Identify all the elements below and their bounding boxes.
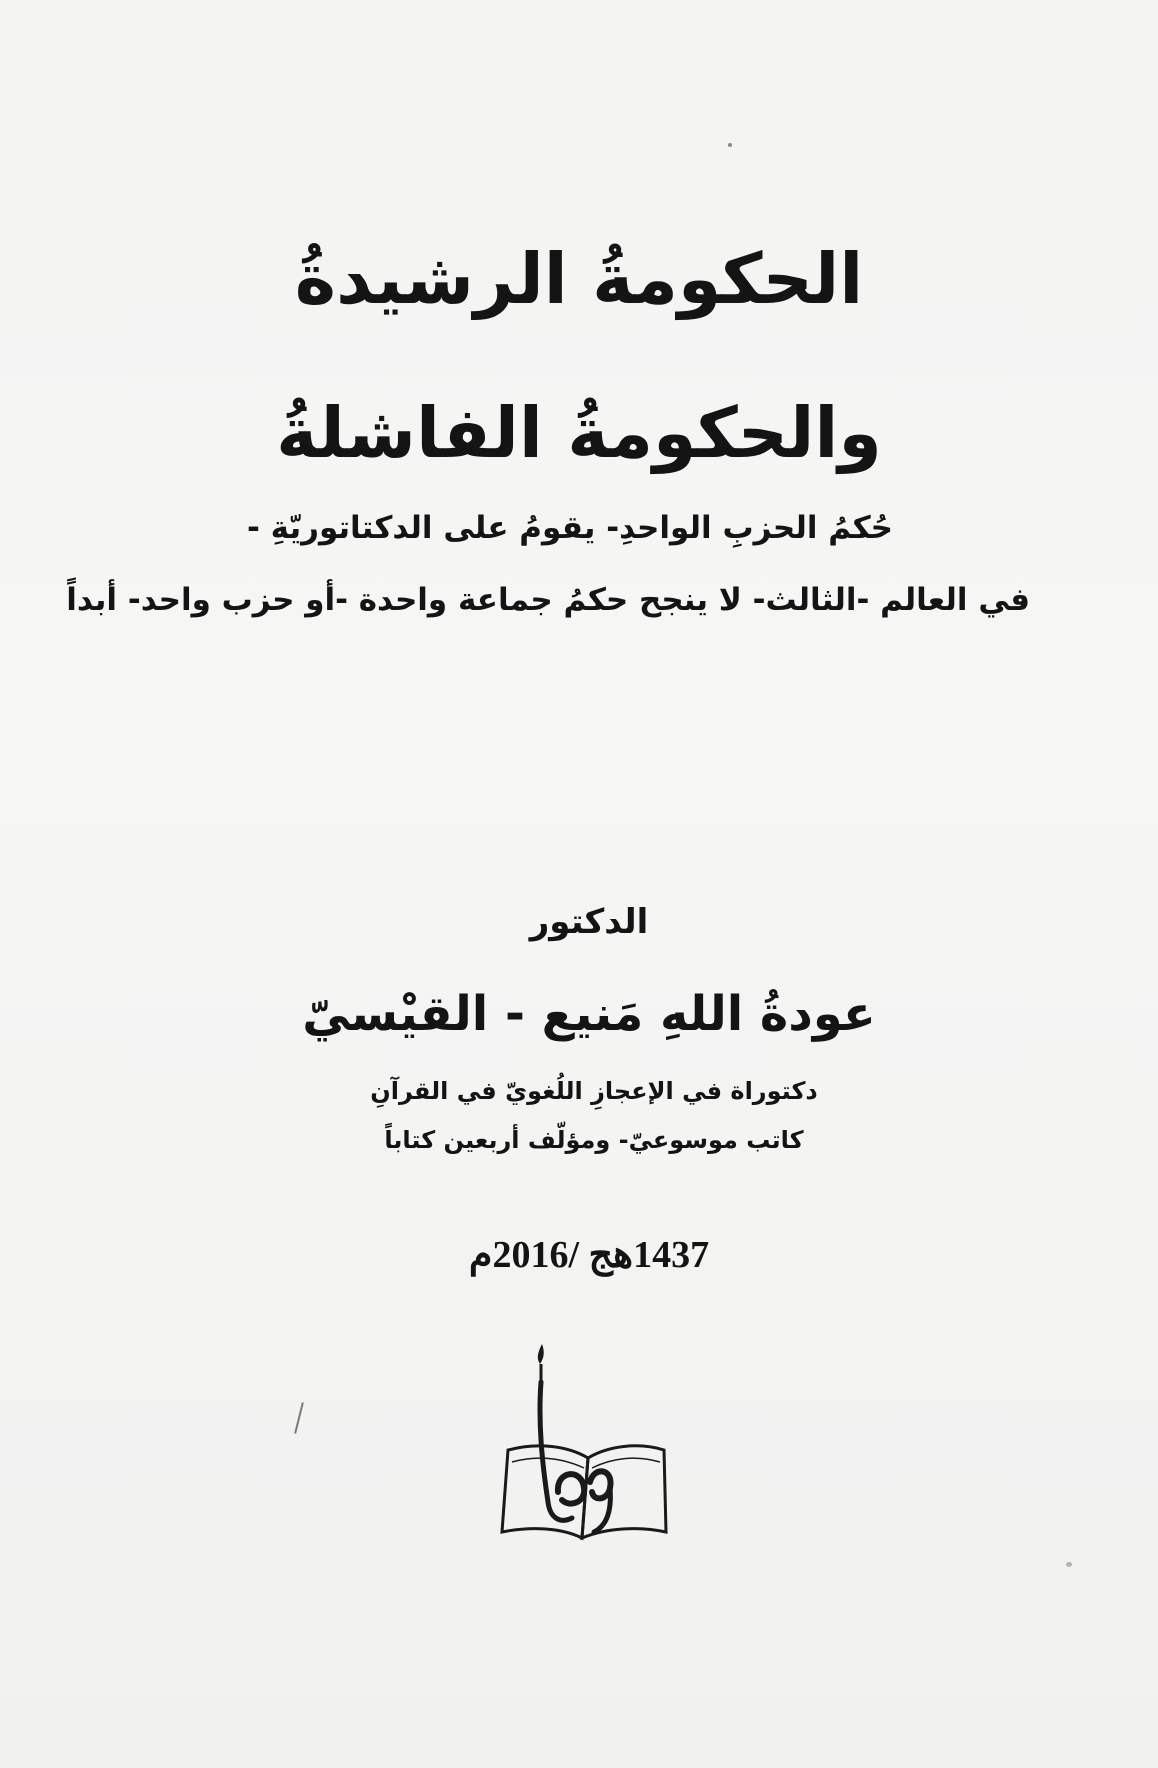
author-credential-writer: كاتب موسوعيّ- ومؤلّف أربعين كتاباً bbox=[384, 1126, 804, 1154]
publication-date: 1437هج /2016م bbox=[468, 1234, 710, 1276]
book-subtitle-line-1: حُكمُ الحزبِ الواحدِ- يقومُ على الدكتاتوريّةِ - bbox=[247, 510, 893, 546]
book-subtitle-line-2: في العالم -الثالث- لا ينجح حكمُ جماعة واحدة -أو حزب واحد- أبداً bbox=[66, 582, 1030, 618]
book-title-line-2: والحكومةُ الفاشلةُ bbox=[276, 392, 882, 474]
paper-scratch bbox=[294, 1402, 304, 1434]
open-book-publisher-logo-icon bbox=[498, 1342, 668, 1547]
book-title-line-1: الحكومةُ الرشيدةُ bbox=[294, 238, 864, 320]
paper-speck bbox=[728, 143, 732, 147]
author-credential-doctorate: دكتوراة في الإعجازِ اللُغويّ في القرآنِ bbox=[370, 1077, 818, 1105]
author-name: عودةُ اللهِ مَنيع - القيْسيّ bbox=[302, 986, 876, 1042]
paper-speck bbox=[1066, 1562, 1072, 1567]
author-title-prefix: الدكتور bbox=[529, 902, 649, 942]
